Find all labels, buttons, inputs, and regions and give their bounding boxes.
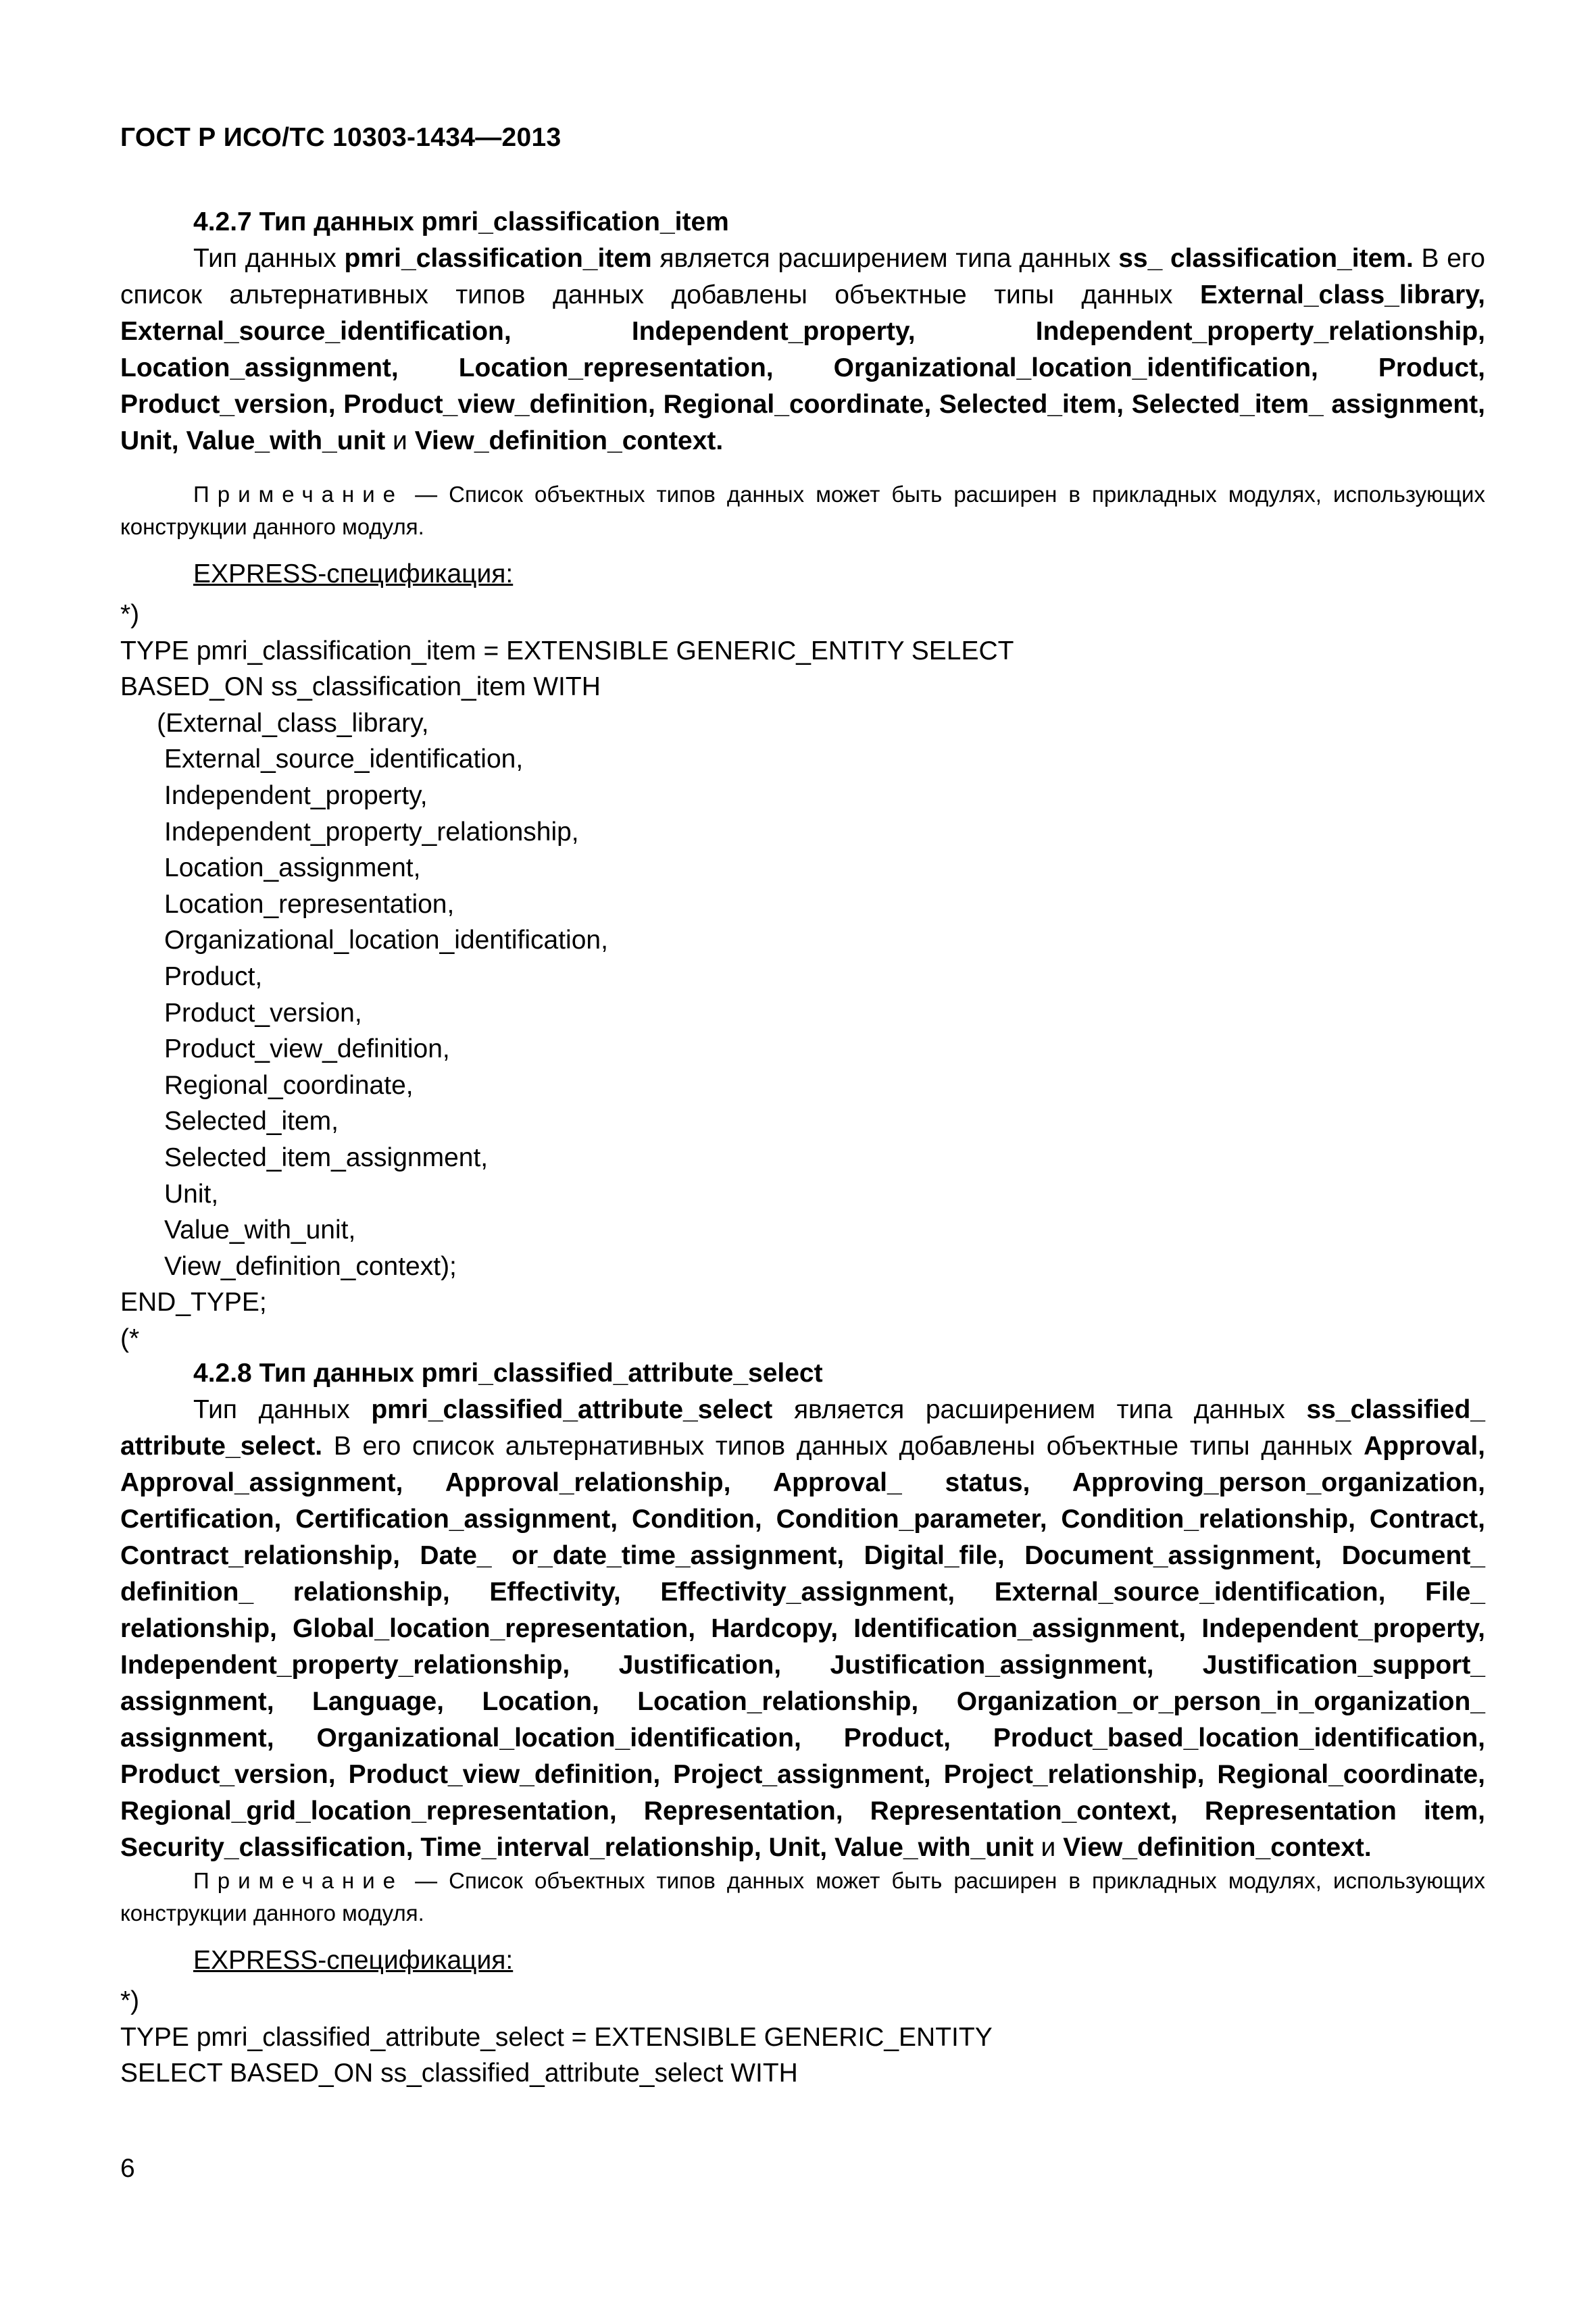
entity-list: External_class_library, External_source_identification, Independent_property, Independent_property_relationship, Location_assignment, Location_representation, Organizational_location_identification, Product, Product_version, Product_view_definition, Regional_coordinate, Selected_item, Selected_item_ assignment, Unit, Value_with_unit [120,280,1485,455]
entity-list-last: View_definition_context. [414,426,724,455]
section-4-2-8 [120,1355,1485,1866]
code-line: Product_view_definition, [120,1034,450,1064]
code-line: Selected_item, [120,1107,339,1136]
type-name: pmri_classification_item [344,244,652,273]
code-line: TYPE pmri_classification_item = EXTENSIBLE GENERIC_ENTITY SELECT [120,636,1014,665]
code-line: External_source_identification, [120,745,524,774]
code-line: SELECT BASED_ON ss_classified_attribute_select WITH [120,2059,798,2088]
code-line: TYPE pmri_classified_attribute_select = EXTENSIBLE GENERIC_ENTITY [120,2022,993,2052]
para-text: В его список альтернативных типов данных добавлены объектные типы данных [322,1432,1364,1461]
code-line: END_TYPE; [120,1288,267,1317]
base-type-name: ss_classified_ attribute_select. [120,1395,1485,1461]
base-type-name: ss_ classification_item. [1118,244,1414,273]
code-line: Product, [120,961,263,991]
section-paragraph [120,241,1485,459]
page-number: 6 [120,2154,135,2183]
code-line: View_definition_context); [120,1251,457,1281]
code-line: Product_version, [120,998,362,1028]
code-line: Location_representation, [120,889,455,919]
code-line: Regional_coordinate, [120,1070,414,1100]
para-text: В его список альтернативных типов данных добавлены объектные типы данных [120,244,1485,309]
code-line: Organizational_location_identification, [120,926,608,955]
type-name: pmri_classified_attribute_select [371,1395,773,1424]
note-text: — Список объектных типов данных может быть расширен в прикладных модулях, использующих конструкции данного модуля. [120,1868,1485,1926]
para-text: является расширением типа данных [772,1395,1307,1424]
para-text: Тип данных [193,1395,372,1424]
code-line: (External_class_library, [120,708,429,738]
note-label: Примечание [193,482,404,507]
entity-list-last: View_definition_context. [1063,1833,1372,1862]
code-line: (* [120,1324,140,1353]
para-text: и [385,426,415,455]
para-text: и [1033,1833,1064,1862]
note-label: Примечание [193,1868,404,1893]
section-paragraph [120,1392,1485,1866]
para-text: Тип данных [193,244,345,273]
code-line: Unit, [120,1179,219,1209]
code-line: *) [120,600,140,629]
entity-list: Approval, Approval_assignment, Approval_relationship, Approval_ status, Approving_person_organization, Certification, Certification_assignment, Condition, Condition_parameter, Condition_relationship, Contract, Contract_relationship, Date_ or_date_time_assignment, Digital_file, Document_assignment, Document_ definition_ relationship, Effectivity, Effectivity_assignment, External_source_identification, File_ relationship, Global_location_representation, Hardcopy, Identification_assignment, Independent_property, Independent_property_relationship, Justification, Justification_assignment, Justification_support_ assignment, Language, Location, Location_relationship, Organization_or_person_in_organization_ assignment, Organizational_location_identification, Product, Product_based_location_identification, Product_version, Product_view_definition, Project_assignment, Project_relationship, Regional_coordinate, Regional_grid_location_representation, Representation, Representation_context, Representation item, Security_classification, Time_interval_relationship, Unit, Value_with_unit [120,1432,1485,1862]
code-line: Independent_property, [120,780,428,810]
section-title: 4.2.8 Тип данных pmri_classified_attribute_select [193,1359,823,1388]
section-4-2-7 [120,204,1485,459]
express-spec-label: EXPRESS-спецификация: [193,559,514,588]
note-4-2-7 [120,478,1485,543]
note-4-2-8 [120,1865,1485,1930]
code-line: Location_assignment, [120,853,421,883]
code-line: *) [120,1986,140,2015]
express-code-block [120,597,1014,1357]
code-line: Selected_item_assignment, [120,1142,489,1172]
code-line: Value_with_unit, [120,1215,356,1245]
document-header: ГОСТ Р ИСО/ТС 10303-1434—2013 [120,123,562,152]
section-title: 4.2.7 Тип данных pmri_classification_item [193,207,729,236]
code-line: BASED_ON ss_classification_item WITH [120,672,601,702]
express-code-block [120,1983,993,2092]
express-spec-label: EXPRESS-спецификация: [193,1946,514,1975]
note-text: — Список объектных типов данных может быть расширен в прикладных модулях, использующих конструкции данного модуля. [120,482,1485,539]
para-text: является расширением типа данных [651,244,1119,273]
code-line: Independent_property_relationship, [120,817,579,847]
